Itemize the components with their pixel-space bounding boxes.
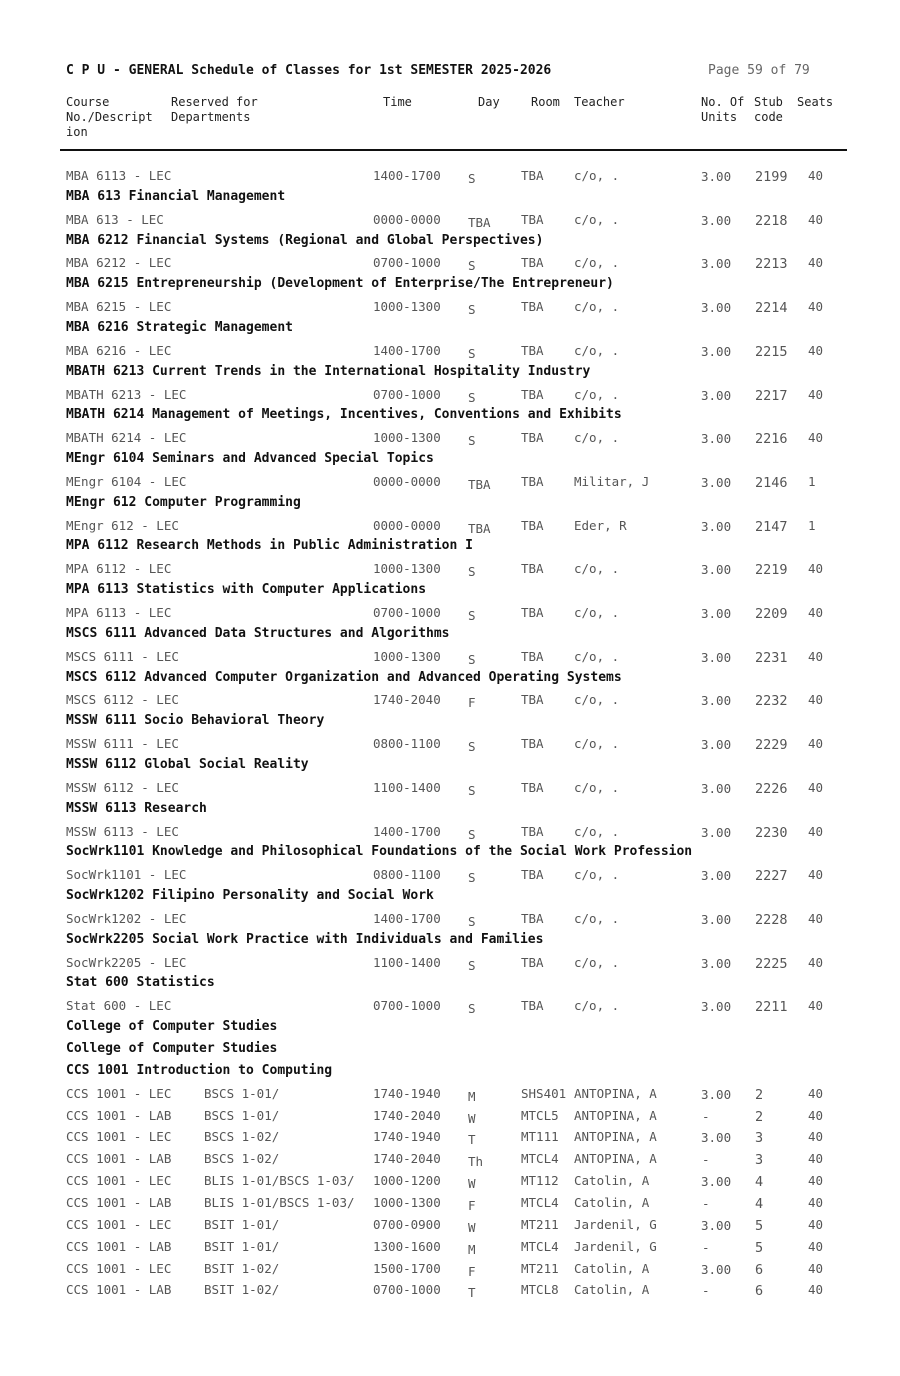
stub-cell: 2228 <box>755 911 788 928</box>
course-cell: SocWrk1101 - LEC <box>66 867 187 883</box>
room-cell: MT111 <box>521 1129 559 1145</box>
time-cell: 0700-1000 <box>373 1282 441 1298</box>
seats-cell: 40 <box>808 867 824 883</box>
course-heading: CCS 1001 Introduction to Computing <box>66 1062 333 1078</box>
course-heading: SocWrk1202 Filipino Personality and Social Work <box>66 888 434 904</box>
day-cell: S <box>468 651 476 667</box>
seats-cell: 40 <box>808 1151 824 1167</box>
teacher-cell: c/o, . <box>574 823 620 839</box>
room-cell: MT112 <box>521 1173 559 1189</box>
day-cell: F <box>468 1197 476 1213</box>
stub-cell: 2214 <box>755 300 788 317</box>
course-cell: SocWrk1202 - LEC <box>66 910 187 926</box>
course-heading: College of Computer Studies <box>66 1019 278 1035</box>
teacher-cell: ANTOPINA, A <box>574 1107 657 1123</box>
room-cell: MTCL4 <box>521 1194 559 1210</box>
course-heading: SocWrk2205 Social Work Practice with Individuals and Families <box>66 931 544 947</box>
course-cell: MBA 6216 - LEC <box>66 342 172 358</box>
day-cell: S <box>468 870 476 886</box>
room-cell: MT211 <box>521 1260 559 1276</box>
units-cell: 3.00 <box>701 1130 732 1146</box>
course-cell: MSSW 6112 - LEC <box>66 779 179 795</box>
teacher-cell: Catolin, A <box>574 1194 650 1210</box>
col-header-teacher: Teacher <box>574 95 625 109</box>
teacher-cell: Catolin, A <box>574 1173 650 1189</box>
dept-cell: BSIT 1-01/ <box>204 1238 280 1254</box>
stub-cell: 5 <box>755 1217 764 1234</box>
col-header-stub-l2: code <box>754 110 783 124</box>
units-cell: 3.00 <box>701 1261 732 1277</box>
teacher-cell: c/o, . <box>574 211 620 227</box>
course-heading: SocWrk1101 Knowledge and Philosophical Foundations of the Social Work Profession <box>66 844 693 860</box>
teacher-cell: c/o, . <box>574 692 620 708</box>
stub-cell: 4 <box>755 1195 764 1212</box>
room-cell: TBA <box>521 823 544 839</box>
seats-cell: 40 <box>808 1129 824 1145</box>
day-cell: TBA <box>468 520 491 536</box>
stub-cell: 3 <box>755 1130 764 1147</box>
units-cell: 3.00 <box>701 343 732 359</box>
time-cell: 1740-1940 <box>373 1085 441 1101</box>
units-cell: - <box>702 1283 710 1299</box>
room-cell: MT211 <box>521 1216 559 1232</box>
teacher-cell: ANTOPINA, A <box>574 1085 657 1101</box>
day-cell: S <box>468 564 476 580</box>
units-cell: 3.00 <box>701 518 732 534</box>
room-cell: TBA <box>521 736 544 752</box>
day-cell: M <box>468 1241 476 1257</box>
col-header-seats: Seats <box>797 95 834 109</box>
day-cell: F <box>468 695 476 711</box>
course-heading: College of Computer Studies <box>66 1041 278 1056</box>
stub-cell: 6 <box>755 1283 764 1300</box>
time-cell: 1000-1300 <box>373 1194 441 1210</box>
seats-cell: 40 <box>808 823 824 839</box>
room-cell: TBA <box>521 299 544 315</box>
room-cell: MTCL5 <box>521 1107 559 1123</box>
time-cell: 1740-2040 <box>373 692 441 708</box>
teacher-cell: c/o, . <box>574 168 620 183</box>
seats-cell: 40 <box>808 692 824 708</box>
course-cell: MBATH 6214 - LEC <box>66 430 187 446</box>
units-cell: 3.00 <box>701 474 732 490</box>
time-cell: 1000-1300 <box>373 430 441 446</box>
course-cell: CCS 1001 - LAB <box>66 1194 172 1210</box>
course-cell: MSSW 6111 - LEC <box>66 736 179 752</box>
day-cell: M <box>468 1088 476 1104</box>
seats-cell: 40 <box>808 1085 824 1101</box>
course-heading: Stat 600 Statistics <box>66 975 215 991</box>
course-cell: CCS 1001 - LEC <box>66 1085 172 1101</box>
day-cell: S <box>468 608 476 623</box>
units-cell: 3.00 <box>701 212 732 228</box>
seats-cell: 40 <box>808 386 824 402</box>
room-cell: MTCL4 <box>521 1238 559 1254</box>
seats-cell: 40 <box>808 342 824 358</box>
units-cell: - <box>702 1108 710 1124</box>
col-header-course-l3: ion <box>66 125 88 139</box>
time-cell: 0800-1100 <box>373 867 441 883</box>
stub-cell: 3 <box>755 1152 764 1169</box>
room-cell: TBA <box>521 648 544 664</box>
teacher-cell: c/o, . <box>574 386 620 402</box>
seats-cell: 40 <box>808 954 824 970</box>
day-cell: S <box>468 913 476 929</box>
seats-cell: 40 <box>808 1216 824 1232</box>
stub-cell: 2230 <box>755 824 788 841</box>
day-cell: S <box>468 345 476 361</box>
room-cell: TBA <box>521 954 544 970</box>
stub-cell: 2209 <box>755 606 788 622</box>
units-cell: 3.00 <box>701 693 732 709</box>
time-cell: 0000-0000 <box>373 517 441 533</box>
page-title: C P U - GENERAL Schedule of Classes for 1st SEMESTER 2025-2026 <box>66 63 552 78</box>
time-cell: 0700-1000 <box>373 605 441 620</box>
day-cell: S <box>468 739 476 755</box>
room-cell: TBA <box>521 430 544 446</box>
time-cell: 1100-1400 <box>373 954 441 970</box>
units-cell: 3.00 <box>701 911 732 927</box>
day-cell: F <box>468 1263 476 1279</box>
room-cell: MTCL8 <box>521 1282 559 1298</box>
teacher-cell: c/o, . <box>574 910 620 926</box>
col-header-course-l2: No./Descript <box>66 110 153 124</box>
day-cell: TBA <box>468 214 491 230</box>
stub-cell: 2225 <box>755 955 788 972</box>
course-heading: MBATH 6213 Current Trends in the International Hospitality Industry <box>66 363 591 379</box>
time-cell: 0700-1000 <box>373 386 441 402</box>
day-cell: T <box>468 1285 476 1301</box>
course-heading: MBA 6215 Entrepreneurship (Development of Enterprise/The Entrepreneur) <box>66 276 614 292</box>
col-header-room: Room <box>531 95 560 109</box>
time-cell: 1300-1600 <box>373 1238 441 1254</box>
course-heading: MSCS 6111 Advanced Data Structures and Algorithms <box>66 625 450 641</box>
seats-cell: 40 <box>808 998 824 1014</box>
seats-cell: 40 <box>808 779 824 795</box>
day-cell: W <box>468 1176 476 1192</box>
time-cell: 1500-1700 <box>373 1260 441 1276</box>
room-cell: TBA <box>521 211 544 227</box>
course-cell: MBA 6215 - LEC <box>66 299 172 315</box>
stub-cell: 2 <box>755 1108 764 1125</box>
units-cell: 3.00 <box>701 431 732 447</box>
course-heading: MSSW 6111 Socio Behavioral Theory <box>66 713 325 729</box>
teacher-cell: Catolin, A <box>574 1282 650 1298</box>
stub-cell: 2231 <box>755 649 788 666</box>
stub-cell: 2 <box>755 1086 764 1103</box>
day-cell: S <box>468 389 476 405</box>
teacher-cell: c/o, . <box>574 779 620 795</box>
units-cell: 3.00 <box>701 955 732 971</box>
course-heading: MBA 6212 Financial Systems (Regional and Global Perspectives) <box>66 232 544 248</box>
stub-cell: 2216 <box>755 431 788 448</box>
stub-cell: 2199 <box>755 169 788 185</box>
stub-cell: 6 <box>755 1261 764 1278</box>
time-cell: 1000-1300 <box>373 561 441 577</box>
units-cell: - <box>702 1195 710 1211</box>
col-header-reserved-l1: Reserved for <box>171 95 258 109</box>
course-cell: MSSW 6113 - LEC <box>66 823 179 839</box>
stub-cell: 2147 <box>755 518 788 535</box>
time-cell: 1400-1700 <box>373 910 441 926</box>
course-cell: MBA 613 - LEC <box>66 211 164 227</box>
teacher-cell: c/o, . <box>574 342 620 358</box>
course-cell: CCS 1001 - LAB <box>66 1151 172 1167</box>
room-cell: TBA <box>521 386 544 402</box>
teacher-cell: c/o, . <box>574 648 620 664</box>
stub-cell: 2213 <box>755 256 788 273</box>
units-cell: 3.00 <box>701 824 732 840</box>
room-cell: TBA <box>521 867 544 883</box>
course-heading: MBATH 6214 Management of Meetings, Incentives, Conventions and Exhibits <box>66 407 622 423</box>
course-cell: MEngr 612 - LEC <box>66 517 179 533</box>
units-cell: 3.00 <box>701 562 732 578</box>
room-cell: TBA <box>521 342 544 358</box>
room-cell: TBA <box>521 779 544 795</box>
day-cell: S <box>468 258 476 274</box>
dept-cell: BSCS 1-02/ <box>204 1151 280 1167</box>
page-number: Page 59 of 79 <box>708 63 810 78</box>
col-header-time: Time <box>383 95 412 109</box>
time-cell: 1400-1700 <box>373 823 441 839</box>
units-cell: - <box>702 1239 710 1255</box>
units-cell: 3.00 <box>701 649 732 665</box>
course-cell: MPA 6112 - LEC <box>66 561 172 577</box>
dept-cell: BLIS 1-01/BSCS 1-03/ <box>204 1173 355 1189</box>
units-cell: 3.00 <box>701 780 732 796</box>
units-cell: 3.00 <box>701 169 732 184</box>
teacher-cell: c/o, . <box>574 867 620 883</box>
time-cell: 1740-1940 <box>373 1129 441 1145</box>
course-cell: SocWrk2205 - LEC <box>66 954 187 970</box>
seats-cell: 40 <box>808 910 824 926</box>
col-header-day: Day <box>478 95 500 109</box>
room-cell: TBA <box>521 998 544 1014</box>
teacher-cell: c/o, . <box>574 561 620 577</box>
day-cell: Th <box>468 1154 484 1170</box>
day-cell: T <box>468 1132 476 1148</box>
teacher-cell: ANTOPINA, A <box>574 1151 657 1167</box>
time-cell: 1740-2040 <box>373 1151 441 1167</box>
room-cell: TBA <box>521 473 544 489</box>
teacher-cell: Catolin, A <box>574 1260 650 1276</box>
teacher-cell: Jardenil, G <box>574 1216 657 1232</box>
stub-cell: 4 <box>755 1174 764 1191</box>
room-cell: TBA <box>521 605 544 620</box>
units-cell: 3.00 <box>701 387 732 403</box>
units-cell: - <box>702 1152 710 1168</box>
course-cell: Stat 600 - LEC <box>66 998 172 1014</box>
day-cell: W <box>468 1219 476 1235</box>
units-cell: 3.00 <box>701 737 732 753</box>
seats-cell: 40 <box>808 168 824 183</box>
room-cell: TBA <box>521 692 544 708</box>
dept-cell: BSCS 1-01/ <box>204 1085 280 1101</box>
course-cell: MBA 6113 - LEC <box>66 168 172 183</box>
teacher-cell: ANTOPINA, A <box>574 1129 657 1145</box>
teacher-cell: Militar, J <box>574 473 650 489</box>
seats-cell: 40 <box>808 1107 824 1123</box>
seats-cell: 40 <box>808 211 824 227</box>
course-cell: CCS 1001 - LAB <box>66 1238 172 1254</box>
units-cell: 3.00 <box>701 300 732 316</box>
time-cell: 0700-1000 <box>373 255 441 271</box>
seats-cell: 40 <box>808 605 824 620</box>
day-cell: S <box>468 171 476 186</box>
room-cell: TBA <box>521 168 544 183</box>
units-cell: 3.00 <box>701 868 732 884</box>
course-cell: CCS 1001 - LEC <box>66 1260 172 1276</box>
course-cell: MSCS 6112 - LEC <box>66 692 179 708</box>
seats-cell: 40 <box>808 736 824 752</box>
stub-cell: 2219 <box>755 562 788 579</box>
seats-cell: 40 <box>808 299 824 315</box>
stub-cell: 2227 <box>755 868 788 885</box>
time-cell: 0700-0900 <box>373 1216 441 1232</box>
dept-cell: BLIS 1-01/BSCS 1-03/ <box>204 1194 355 1210</box>
time-cell: 1000-1200 <box>373 1173 441 1189</box>
units-cell: 3.00 <box>701 1086 732 1102</box>
teacher-cell: c/o, . <box>574 736 620 752</box>
course-heading: MBA 613 Financial Management <box>66 188 286 204</box>
dept-cell: BSIT 1-02/ <box>204 1282 280 1298</box>
day-cell: S <box>468 957 476 973</box>
time-cell: 0000-0000 <box>373 211 441 227</box>
col-header-units-l1: No. Of <box>701 95 745 109</box>
room-cell: TBA <box>521 517 544 533</box>
seats-cell: 40 <box>808 648 824 664</box>
course-heading: MEngr 6104 Seminars and Advanced Special Topics <box>66 451 434 467</box>
col-header-course-l1: Course <box>66 95 110 109</box>
col-header-units-l2: Units <box>701 110 738 124</box>
seats-cell: 1 <box>808 517 816 533</box>
seats-cell: 40 <box>808 430 824 446</box>
stub-cell: 5 <box>755 1239 764 1256</box>
time-cell: 1000-1300 <box>373 299 441 315</box>
course-heading: MSSW 6112 Global Social Reality <box>66 756 309 772</box>
course-cell: MPA 6113 - LEC <box>66 605 172 620</box>
room-cell: MTCL4 <box>521 1151 559 1167</box>
col-header-stub-l1: Stub <box>754 95 783 109</box>
course-cell: MEngr 6104 - LEC <box>66 473 187 489</box>
stub-cell: 2146 <box>755 474 788 491</box>
room-cell: TBA <box>521 255 544 271</box>
time-cell: 1740-2040 <box>373 1107 441 1123</box>
course-cell: MBATH 6213 - LEC <box>66 386 187 402</box>
course-cell: CCS 1001 - LAB <box>66 1107 172 1123</box>
time-cell: 0000-0000 <box>373 473 441 489</box>
seats-cell: 40 <box>808 1238 824 1254</box>
seats-cell: 40 <box>808 1173 824 1189</box>
stub-cell: 2215 <box>755 343 788 360</box>
course-heading: MBA 6216 Strategic Management <box>66 319 293 335</box>
teacher-cell: c/o, . <box>574 605 620 620</box>
seats-cell: 40 <box>808 255 824 271</box>
time-cell: 1000-1300 <box>373 648 441 664</box>
day-cell: S <box>468 826 476 842</box>
stub-cell: 2229 <box>755 737 788 754</box>
units-cell: 3.00 <box>701 256 732 272</box>
course-heading: MEngr 612 Computer Programming <box>66 494 301 510</box>
stub-cell: 2217 <box>755 387 788 404</box>
course-heading: MSCS 6112 Advanced Computer Organization and Advanced Operating Systems <box>66 669 622 685</box>
stub-cell: 2232 <box>755 693 788 710</box>
stub-cell: 2226 <box>755 780 788 797</box>
stub-cell: 2218 <box>755 212 788 229</box>
course-cell: CCS 1001 - LEC <box>66 1216 172 1232</box>
course-cell: CCS 1001 - LEC <box>66 1173 172 1189</box>
units-cell: 3.00 <box>701 1217 732 1233</box>
teacher-cell: Jardenil, G <box>574 1238 657 1254</box>
course-heading: MPA 6113 Statistics with Computer Applications <box>66 582 427 598</box>
room-cell: TBA <box>521 910 544 926</box>
teacher-cell: c/o, . <box>574 430 620 446</box>
day-cell: S <box>468 433 476 449</box>
course-cell: MSCS 6111 - LEC <box>66 648 179 664</box>
teacher-cell: Eder, R <box>574 517 627 533</box>
time-cell: 1400-1700 <box>373 342 441 358</box>
dept-cell: BSCS 1-02/ <box>204 1129 280 1145</box>
col-header-reserved-l2: Departments <box>171 110 251 124</box>
teacher-cell: c/o, . <box>574 954 620 970</box>
seats-cell: 40 <box>808 561 824 577</box>
teacher-cell: c/o, . <box>574 255 620 271</box>
room-cell: TBA <box>521 561 544 577</box>
day-cell: S <box>468 782 476 798</box>
seats-cell: 40 <box>808 1282 824 1298</box>
teacher-cell: c/o, . <box>574 998 620 1014</box>
day-cell: S <box>468 1001 476 1017</box>
seats-cell: 1 <box>808 473 816 489</box>
day-cell: S <box>468 302 476 318</box>
units-cell: 3.00 <box>701 1174 732 1190</box>
course-cell: CCS 1001 - LAB <box>66 1282 172 1298</box>
course-heading: MSSW 6113 Research <box>66 800 207 816</box>
day-cell: W <box>468 1110 476 1126</box>
day-cell: TBA <box>468 476 491 492</box>
dept-cell: BSIT 1-01/ <box>204 1216 280 1232</box>
stub-cell: 2211 <box>755 999 788 1016</box>
course-cell: CCS 1001 - LEC <box>66 1129 172 1145</box>
course-cell: MBA 6212 - LEC <box>66 255 172 271</box>
time-cell: 0800-1100 <box>373 736 441 752</box>
seats-cell: 40 <box>808 1194 824 1210</box>
teacher-cell: c/o, . <box>574 299 620 315</box>
time-cell: 0700-1000 <box>373 998 441 1014</box>
units-cell: 3.00 <box>701 999 732 1015</box>
course-heading: MPA 6112 Research Methods in Public Administration I <box>66 538 473 554</box>
time-cell: 1400-1700 <box>373 168 441 183</box>
dept-cell: BSCS 1-01/ <box>204 1107 280 1123</box>
time-cell: 1100-1400 <box>373 779 441 795</box>
seats-cell: 40 <box>808 1260 824 1276</box>
dept-cell: BSIT 1-02/ <box>204 1260 280 1276</box>
units-cell: 3.00 <box>701 606 732 621</box>
room-cell: SHS401 <box>521 1085 567 1101</box>
